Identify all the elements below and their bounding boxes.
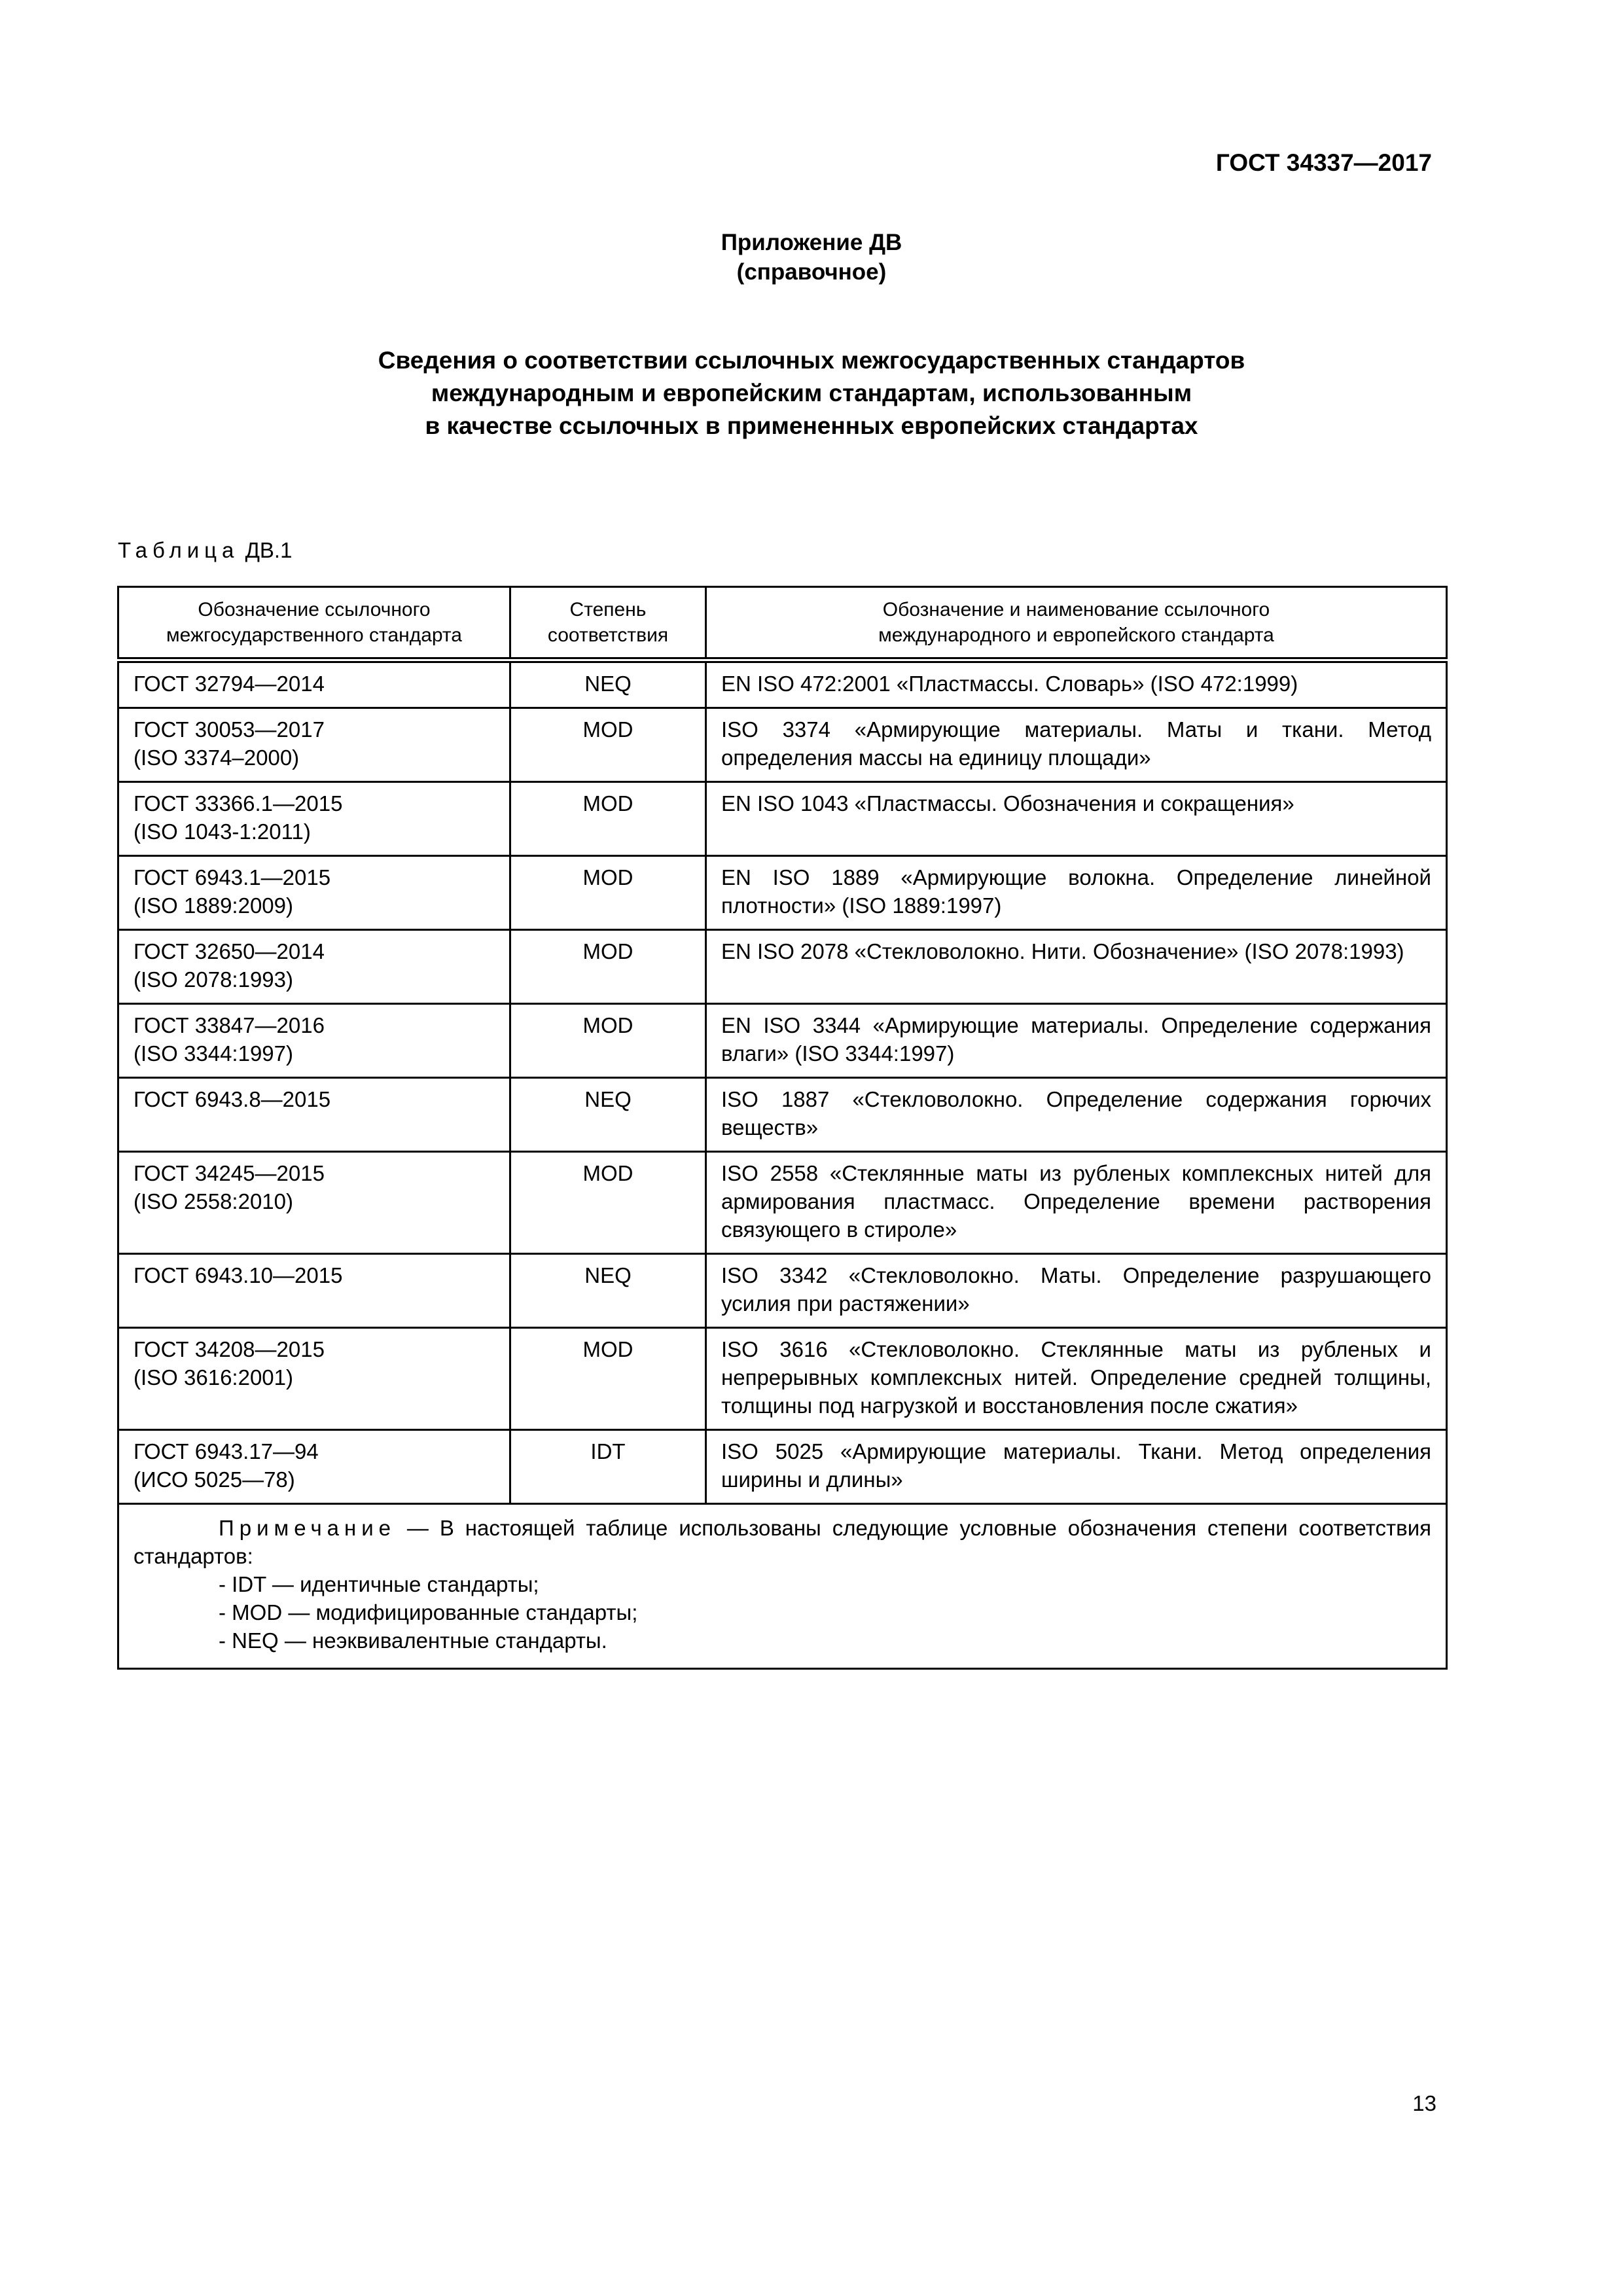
note-list: [134, 1570, 1431, 1655]
note-list-item: - NEQ — неэквивалентные стандарты.: [219, 1626, 1431, 1655]
table-row: [118, 856, 1447, 930]
cell-reference: ISO 5025 «Армирующие материалы. Ткани. Метод определения ширины и длины»: [706, 1430, 1447, 1504]
header-cell-degree: [510, 587, 706, 660]
standard-equivalent: (ISO 3374–2000): [134, 745, 300, 770]
standard-code: ГОСТ 6943.8—2015: [134, 1087, 331, 1111]
cell-reference: EN ISO 3344 «Армирующие материалы. Определение содержания влаги» (ISO 3344:1997): [706, 1004, 1447, 1078]
document-code: ГОСТ 34337—2017: [1215, 149, 1432, 176]
cell-standard: [118, 930, 510, 1004]
cell-standard: [118, 1328, 510, 1430]
table-label-number: ДВ.1: [245, 538, 293, 562]
cell-standard: [118, 1152, 510, 1254]
header-text: международного и европейского стандарта: [878, 624, 1274, 646]
cell-reference: EN ISO 2078 «Стекловолокно. Нити. Обозначение» (ISO 2078:1993): [706, 930, 1447, 1004]
annex-type: (справочное): [736, 259, 887, 285]
note-text: — В настоящей таблице использованы следующие условные обозначения степени соответствия стандартов:: [134, 1516, 1431, 1568]
cell-reference: EN ISO 1889 «Армирующие волокна. Определение линейной плотности» (ISO 1889:1997): [706, 856, 1447, 930]
note-label: Примечание: [219, 1516, 397, 1540]
cell-degree: MOD: [510, 1004, 706, 1078]
cell-standard: [118, 1430, 510, 1504]
page-number: 13: [1412, 2091, 1436, 2115]
cell-standard: [118, 856, 510, 930]
header-cell-reference: [706, 587, 1447, 660]
table-row: [118, 1430, 1447, 1504]
table-row: [118, 1004, 1447, 1078]
annex-heading: [0, 228, 1623, 287]
standard-code: ГОСТ 6943.1—2015: [134, 865, 331, 889]
header-text: соответствия: [547, 624, 669, 646]
header-text: Обозначение ссылочного: [198, 599, 431, 620]
standard-equivalent: (ISO 3616:2001): [134, 1365, 293, 1390]
cell-reference: EN ISO 1043 «Пластмассы. Обозначения и сокращения»: [706, 782, 1447, 856]
cell-degree: NEQ: [510, 1078, 706, 1152]
header-text: Степень: [569, 599, 647, 620]
correspondence-table: [117, 586, 1448, 1670]
table-note: [118, 1504, 1447, 1669]
standard-code: ГОСТ 33847—2016: [134, 1013, 325, 1037]
cell-degree: MOD: [510, 708, 706, 782]
table-row: [118, 782, 1447, 856]
cell-degree: MOD: [510, 856, 706, 930]
standard-equivalent: (ИСО 5025—78): [134, 1467, 295, 1492]
title-line: в качестве ссылочных в примененных европейских стандартах: [425, 412, 1198, 439]
title-line: международным и европейским стандартам, использованным: [431, 380, 1192, 406]
cell-degree: IDT: [510, 1430, 706, 1504]
table-row: [118, 930, 1447, 1004]
standard-code: ГОСТ 32650—2014: [134, 939, 325, 963]
document-title: [0, 344, 1623, 442]
note-list-item: - IDT — идентичные стандарты;: [219, 1570, 1431, 1598]
standard-code: ГОСТ 33366.1—2015: [134, 791, 343, 816]
standard-equivalent: (ISO 1043-1:2011): [134, 819, 311, 844]
cell-reference: ISO 1887 «Стекловолокно. Определение содержания горючих веществ»: [706, 1078, 1447, 1152]
cell-degree: MOD: [510, 1152, 706, 1254]
note-heading: [134, 1514, 1431, 1570]
standard-code: ГОСТ 30053—2017: [134, 717, 325, 742]
cell-standard: [118, 1254, 510, 1328]
table-row: [118, 1078, 1447, 1152]
cell-standard: [118, 1004, 510, 1078]
table-row: [118, 1152, 1447, 1254]
standard-equivalent: (ISO 1889:2009): [134, 893, 293, 918]
cell-standard: [118, 782, 510, 856]
standard-equivalent: (ISO 2078:1993): [134, 967, 293, 992]
cell-standard: [118, 660, 510, 708]
table-label: [118, 538, 292, 563]
cell-reference: ISO 2558 «Стеклянные маты из рубленых комплексных нитей для армирования пластмасс. Определение времени растворения связующего в стироле»: [706, 1152, 1447, 1254]
cell-standard: [118, 1078, 510, 1152]
cell-standard: [118, 708, 510, 782]
table-header-row: [118, 587, 1447, 660]
standard-code: ГОСТ 34208—2015: [134, 1337, 325, 1361]
title-line: Сведения о соответствии ссылочных межгосударственных стандартов: [378, 347, 1245, 374]
standard-code: ГОСТ 34245—2015: [134, 1161, 325, 1185]
cell-degree: MOD: [510, 782, 706, 856]
cell-reference: ISO 3342 «Стекловолокно. Маты. Определение разрушающего усилия при растяжении»: [706, 1254, 1447, 1328]
standard-equivalent: (ISO 3344:1997): [134, 1041, 293, 1066]
table-label-word: Таблица: [118, 538, 240, 562]
cell-degree: NEQ: [510, 1254, 706, 1328]
table-row: [118, 708, 1447, 782]
table-row: [118, 1254, 1447, 1328]
standard-code: ГОСТ 6943.17—94: [134, 1439, 319, 1463]
header-cell-standard: [118, 587, 510, 660]
cell-reference: EN ISO 472:2001 «Пластмассы. Словарь» (ISO 472:1999): [706, 660, 1447, 708]
table-note-row: [118, 1504, 1447, 1669]
table-row: [118, 660, 1447, 708]
header-text: межгосударственного стандарта: [166, 624, 462, 646]
cell-reference: ISO 3374 «Армирующие материалы. Маты и ткани. Метод определения массы на единицу площади»: [706, 708, 1447, 782]
standard-code: ГОСТ 6943.10—2015: [134, 1263, 343, 1287]
note-list-item: - MOD — модифицированные стандарты;: [219, 1598, 1431, 1626]
cell-degree: MOD: [510, 1328, 706, 1430]
cell-degree: MOD: [510, 930, 706, 1004]
cell-degree: NEQ: [510, 660, 706, 708]
standard-equivalent: (ISO 2558:2010): [134, 1189, 293, 1213]
cell-reference: ISO 3616 «Стекловолокно. Стеклянные маты из рубленых и непрерывных комплексных нитей. Определение средней толщины, толщины под нагрузкой и восстановления после сжатия»: [706, 1328, 1447, 1430]
header-text: Обозначение и наименование ссылочного: [882, 599, 1270, 620]
table-row: [118, 1328, 1447, 1430]
annex-title: Приложение ДВ: [721, 230, 902, 255]
standard-code: ГОСТ 32794—2014: [134, 672, 325, 696]
